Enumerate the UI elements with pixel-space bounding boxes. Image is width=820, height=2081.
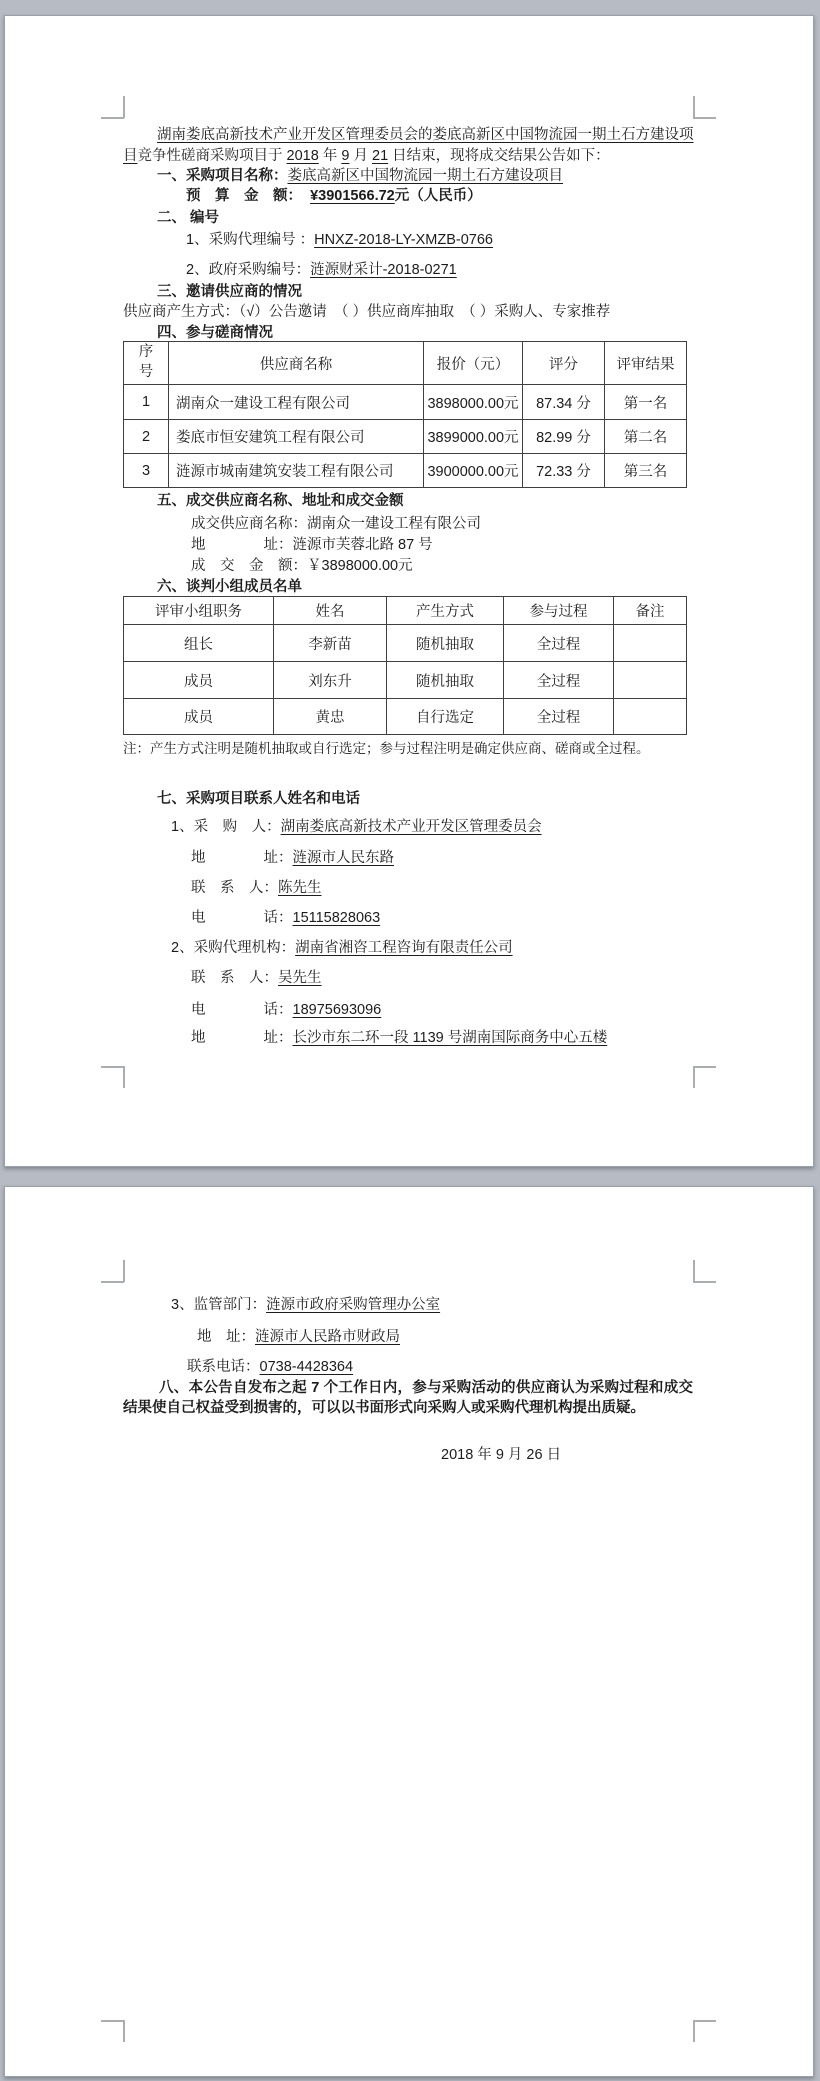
col-header-selection: 产生方式 [387,597,504,625]
margin-mark-top-left-v [123,1260,125,1282]
col-header-score: 评分 [523,342,605,385]
bidders-table [123,341,687,488]
section-project-name: 一、采购项目名称：娄底高新区中国物流园一期土石方建设项目 [157,168,563,184]
col-header-role: 评审小组职务 [124,597,274,625]
document-page-2 [4,1186,814,2077]
winner-amount-line: 成 交 金 额：￥3898000.00元 [191,558,413,574]
section-invite-heading: 三、邀请供应商的情况 [157,284,302,300]
agency-line: 2、采购代理机构：湖南省湘咨工程咨询有限责任公司 [171,940,513,956]
margin-mark-top-right-h [693,1281,716,1283]
col-header-name: 姓名 [274,597,387,625]
purchaser-phone-line: 电 话：15115828063 [191,910,381,926]
regulator-line: 3、监管部门：涟源市政府采购管理办公室 [171,1297,441,1313]
section-winner-heading: 五、成交供应商名称、地址和成交金额 [157,493,404,509]
margin-mark-bottom-left-v [123,2020,125,2042]
margin-mark-top-right-v [693,1260,695,1282]
purchaser-address-line: 地 址：涟源市人民东路 [191,850,394,866]
margin-mark-bottom-right-h [693,1066,716,1068]
section-bidders-heading: 四、参与磋商情况 [157,325,273,341]
regulator-address-line: 地 址：涟源市人民路市财政局 [197,1329,400,1345]
margin-mark-bottom-left-h [101,2020,124,2022]
winner-address-line: 地 址：涟源市芙蓉北路 87 号 [191,537,433,553]
table-row: 成员 黄忠 自行选定 全过程 [124,699,687,735]
regulator-phone-line: 联系电话：0738-4428364 [187,1359,354,1375]
col-header-participation: 参与过程 [504,597,614,625]
margin-mark-bottom-right-h [693,2020,716,2022]
objection-paragraph: 八、本公告自发布之起 7 个工作日内，参与采购活动的供应商认为采购过程和成交结果使自己权益受到损害的，可以以书面形式向采购人或采购代理机构提出质疑。 [123,1380,693,1416]
budget-amount-line: 预 算 金 额： ¥3901566.72元（人民币） [186,188,482,204]
margin-mark-bottom-right-v [693,2020,695,2042]
col-header-price: 报价（元） [424,342,523,385]
table-row: 3 涟源市城南建筑安装工程有限公司 3900000.00元 72.33 分 第三名 [124,454,687,488]
section-panel-heading: 六、谈判小组成员名单 [157,579,302,595]
agency-address-line: 地 址：长沙市东二环一段 1139 号湖南国际商务中心五楼 [191,1030,608,1046]
bidders-table-header-row [124,342,687,385]
table-row: 成员 刘东升 随机抽取 全过程 [124,662,687,699]
agency-number-line: 1、采购代理编号 ：HNXZ-2018-LY-XMZB-0766 [186,232,494,248]
purchaser-contact-line: 联 系 人：陈先生 [191,880,322,896]
announcement-date: 2018 年 9 月 26 日 [441,1447,562,1463]
agency-contact-line: 联 系 人：吴先生 [191,970,322,986]
panel-table [123,596,687,735]
margin-mark-top-left-v [123,96,125,118]
col-header-supplier: 供应商名称 [169,342,424,385]
gov-number-line: 2、政府采购编号：涟源财采计-2018-0271 [186,262,457,278]
document-page-1 [4,15,814,1167]
col-header-remark: 备注 [614,597,687,625]
section-contacts-heading: 七、采购项目联系人姓名和电话 [157,791,360,807]
purchaser-line: 1、采 购 人：湖南娄底高新技术产业开发区管理委员会 [171,819,542,835]
intro-line-1: 湖南娄底高新技术产业开发区管理委员会的娄底高新区中国物流园一期土石方建设项 [157,127,694,143]
supplier-method-line: 供应商产生方式：（√）公告邀请 （ ）供应商库抽取 （ ）采购人、专家推荐 [123,304,611,320]
table-row: 1 湖南众一建设工程有限公司 3898000.00元 87.34 分 第一名 [124,385,687,420]
panel-note-line: 注：产生方式注明是随机抽取或自行选定；参与过程注明是确定供应商、磋商或全过程。 [123,741,650,756]
winner-name-line: 成交供应商名称：湖南众一建设工程有限公司 [191,516,481,532]
panel-table-header-row [124,597,687,625]
margin-mark-top-left-h [101,117,124,119]
intro-line-2: 目竞争性磋商采购项目于 2018 年 9 月 21 日结束，现将成交结果公告如下： [123,148,610,164]
col-header-result: 评审结果 [605,342,687,385]
margin-mark-top-right-v [693,96,695,118]
margin-mark-bottom-left-h [101,1066,124,1068]
margin-mark-top-left-h [101,1281,124,1283]
margin-mark-top-right-h [693,117,716,119]
margin-mark-bottom-right-v [693,1066,695,1088]
section-numbers-heading: 二、 编号 [157,210,220,226]
table-row: 组长 李新苗 随机抽取 全过程 [124,625,687,662]
col-header-seq: 序号 [138,344,154,380]
table-row: 2 娄底市恒安建筑工程有限公司 3899000.00元 82.99 分 第二名 [124,420,687,454]
agency-phone-line: 电 话：18975693096 [191,1002,382,1018]
margin-mark-bottom-left-v [123,1066,125,1088]
